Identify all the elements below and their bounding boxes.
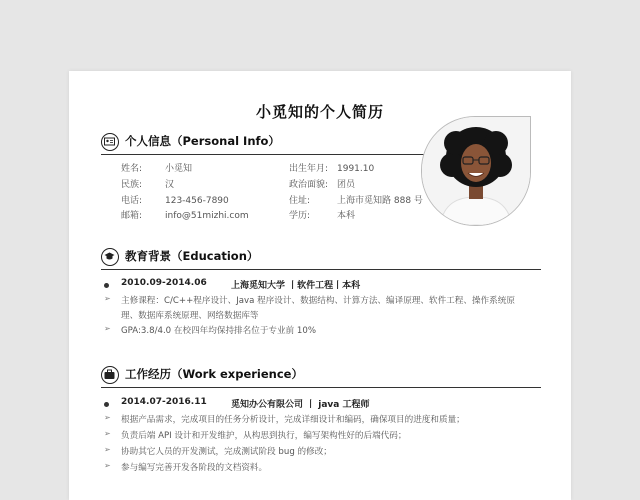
info-address: 住址: 上海市觅知路 888 号 [289,196,423,206]
info-name: 姓名: 小觅知 [121,164,193,174]
work-date: 2014.07-2016.11 [121,397,207,407]
education-school: 上海觅知大学 丨软件工程丨本科 [231,281,361,291]
education-date: 2010.09-2014.06 [121,278,207,288]
arrow-bullet-icon: ➢ [104,324,111,333]
resume-title: 小觅知的个人简历 [255,103,384,121]
id-card-icon [101,133,119,151]
work-item: 协助其它人员的开发测试，完成测试阶段 bug 的修改； [121,447,332,457]
personal-info-heading: 个人信息（Personal Info） [125,134,280,148]
section-divider [101,269,541,270]
info-political: 政治面貌: 团员 [289,180,356,190]
arrow-bullet-icon: ➢ [104,461,111,470]
avatar [421,116,531,226]
section-divider [101,387,541,388]
bullet-dot [104,283,109,288]
work-item: 根据产品需求，完成项目的任务分析设计，完成详细设计和编码，确保项目的进度和质量； [121,415,465,425]
arrow-bullet-icon: ➢ [104,445,111,454]
education-heading: 教育背景（Education） [125,249,259,263]
info-birth: 出生年月: 1991.10 [289,164,375,174]
arrow-bullet-icon: ➢ [104,294,111,303]
profile-photo [421,116,531,226]
arrow-bullet-icon: ➢ [104,429,111,438]
info-degree: 学历: 本科 [289,211,356,221]
bullet-dot [104,402,109,407]
info-phone: 电话: 123-456-7890 [121,196,229,206]
education-item: GPA:3.8/4.0 在校四年均保持排名位于专业前 10% [121,326,317,336]
education-item: 理、数据库系统原理、网络数据库等 [121,311,259,321]
graduation-cap-icon [101,248,119,266]
work-company: 觅知办公有限公司 丨 java 工程师 [231,400,370,410]
info-email: 邮箱: info@51mizhi.com [121,211,249,221]
resume-sheet [69,71,571,500]
work-item: 参与编写完善开发各阶段的文档资料。 [121,463,268,473]
education-item: 主修课程：C/C++程序设计、Java 程序设计、数据结构、计算方法、编译原理、软件工程、操作系统原 [121,296,515,306]
section-divider [101,154,431,155]
work-item: 负责后端 API 设计和开发维护，从构思到执行，编写架构性好的后端代码； [121,431,407,441]
briefcase-icon [101,366,119,384]
info-ethnicity: 民族: 汉 [121,180,175,190]
arrow-bullet-icon: ➢ [104,413,111,422]
work-heading: 工作经历（Work experience） [125,367,303,381]
